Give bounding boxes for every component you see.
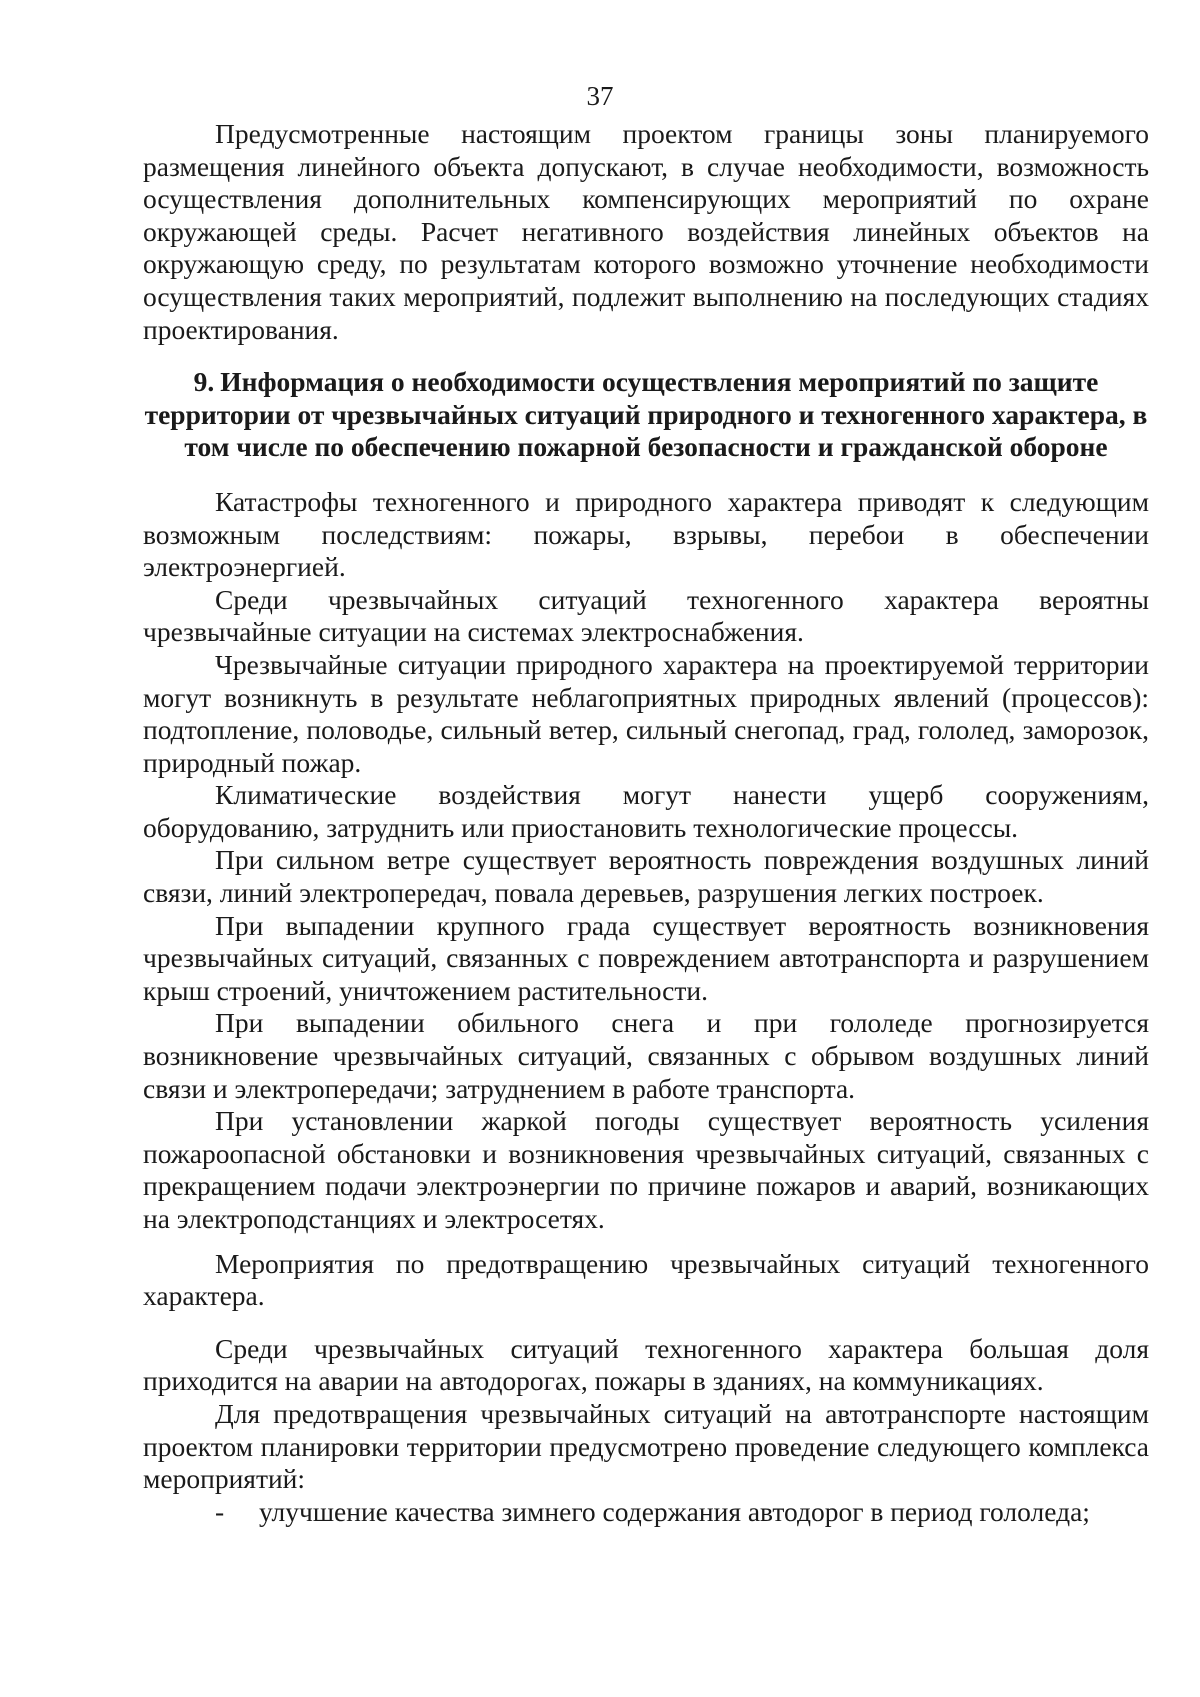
section-number: 9. — [193, 366, 215, 398]
bullet-text: улучшение качества зимнего содержания автодорог в период гололеда; — [259, 1495, 1090, 1527]
paragraph: При выпадении крупного града существует вероятность возникновения чрезвычайных ситуаций, связанных с повреждением автотранспорта и разрушением крыш строений, уничтожением растительности. — [143, 909, 1149, 1006]
page-content — [143, 118, 1149, 1528]
paragraph: Для предотвращения чрезвычайных ситуаций на автотранспорте настоящим проектом планировки территории предусмотрено проведение следующего комплекса мероприятий: — [143, 1397, 1149, 1495]
paragraph: Чрезвычайные ситуации природного характера на проектируемой территории могут возникнуть в результате неблагоприятных природных явлений (процессов): подтопление, половодье, сильный ветер, сильный снегопад, град, гололед, заморозок, природный пожар. — [143, 648, 1149, 778]
paragraph: Среди чрезвычайных ситуаций техногенного характера вероятны чрезвычайные ситуации на системах электроснабжения. — [143, 583, 1149, 648]
intro-paragraph: Предусмотренные настоящим проектом границы зоны планируемого размещения линейного объекта допускают, в случае необходимости, возможность осуществления дополнительных компенсирующих мероприятий по охране окружающей среды. Расчет негативного воздействия линейных объектов на окружающую среду, по результатам которого возможно уточнение необходимости осуществления таких мероприятий, подлежит выполнению на последующих стадиях проектирования. — [143, 118, 1149, 345]
section-title: Информация о необходимости осуществления мероприятий по защите территории от чрезвычайных ситуаций природного и техногенного характера, в том числе по обеспечению пожарной безопасности и гражданской обороне — [144, 366, 1148, 463]
page-number: 37 — [586, 81, 614, 111]
paragraph: При установлении жаркой погоды существует вероятность усиления пожароопасной обстановки и возникновения чрезвычайных ситуаций, связанных с прекращением подачи электроэнергии по причине пожаров и аварий, возникающих на электроподстанциях и электросетях. — [143, 1105, 1149, 1234]
measures-title: Мероприятия по предотвращению чрезвычайных ситуаций техногенного характера. — [143, 1247, 1149, 1312]
paragraph: Среди чрезвычайных ситуаций техногенного характера большая доля приходится на аварии на автодорогах, пожары в зданиях, на коммуникациях. — [143, 1332, 1149, 1397]
paragraph: Катастрофы техногенного и природного характера приводят к следующим возможным последствиям: пожары, взрывы, перебои в обеспечении электроэнергией. — [143, 485, 1149, 583]
paragraph: При сильном ветре существует вероятность повреждения воздушных линий связи, линий электропередач, повала деревьев, разрушения легких построек. — [143, 844, 1149, 909]
section-heading — [143, 366, 1149, 464]
bullet-marker: - — [215, 1495, 225, 1527]
paragraph: При выпадении обильного снега и при гололеде прогнозируется возникновение чрезвычайных ситуаций, связанных с обрывом воздушных линий связи и электропередачи; затруднением в работе транспорта. — [143, 1007, 1149, 1104]
list-item — [143, 1496, 1149, 1529]
paragraph: Климатические воздействия могут нанести ущерб сооружениям, оборудованию, затруднить или приостановить технологические процессы. — [143, 779, 1149, 843]
